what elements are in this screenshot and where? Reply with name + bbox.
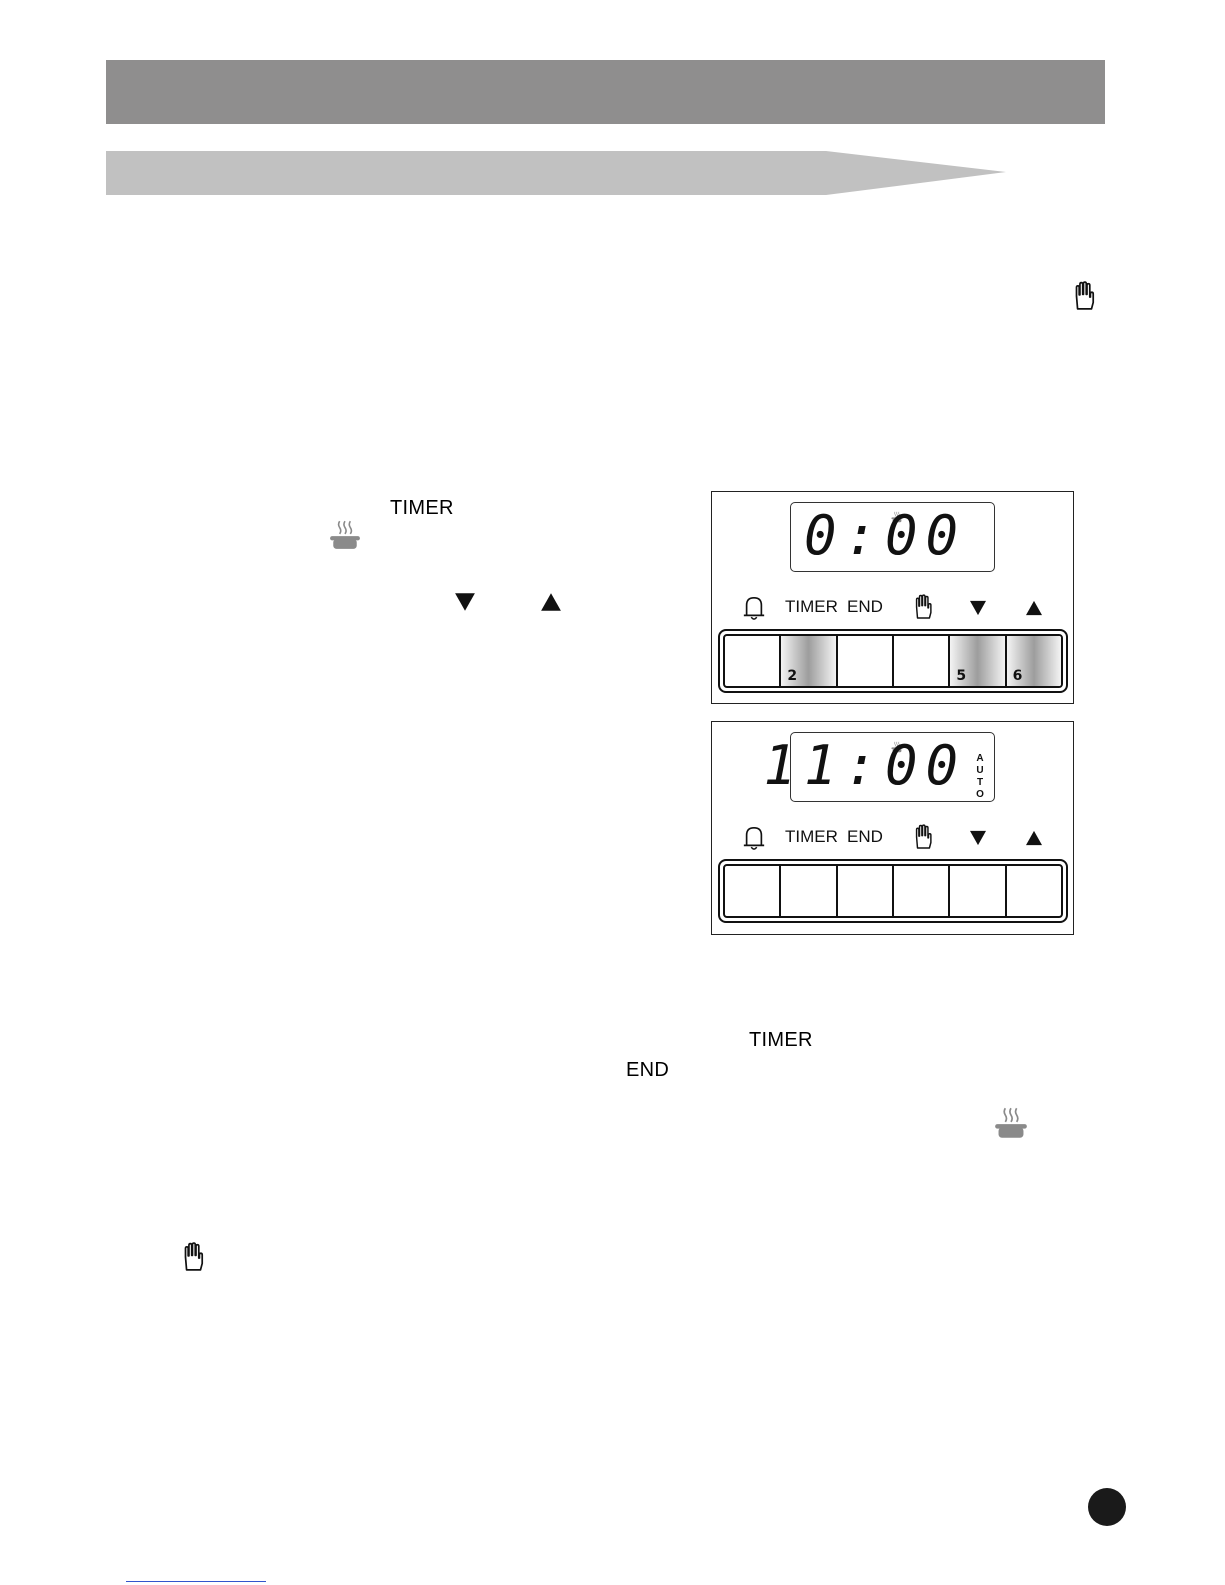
- hand-icon: [912, 594, 934, 620]
- key-number: 6: [1012, 668, 1023, 684]
- key-number: 2: [787, 668, 798, 684]
- inline-timer-label: TIMER: [749, 1029, 813, 1051]
- end-button[interactable]: [838, 866, 894, 916]
- up-arrow-icon: [540, 592, 562, 612]
- page-number-dot: [1088, 1488, 1126, 1526]
- inline-timer-label: TIMER: [390, 497, 454, 519]
- up-button[interactable]: [1007, 866, 1061, 916]
- button-labels: [712, 822, 1075, 852]
- end-button[interactable]: [838, 636, 894, 686]
- manual-button[interactable]: [894, 866, 950, 916]
- lcd-time: 0:00: [803, 504, 966, 567]
- timer-button[interactable]: [781, 636, 837, 686]
- control-panel-2: [711, 721, 1074, 935]
- up-button[interactable]: [1007, 636, 1061, 686]
- lcd-time: 11:00: [763, 734, 966, 797]
- inline-end-label: END: [626, 1059, 670, 1081]
- section-bar: [106, 151, 1006, 195]
- down-arrow-icon: [969, 830, 987, 846]
- bell-icon: [742, 594, 766, 622]
- down-button[interactable]: [950, 636, 1006, 686]
- lcd-display: [790, 502, 995, 572]
- down-button[interactable]: [950, 866, 1006, 916]
- bell-icon: [742, 824, 766, 852]
- timer-label: TIMER: [785, 597, 838, 616]
- bell-button[interactable]: [725, 636, 781, 686]
- button-strip: [718, 859, 1068, 923]
- end-label: END: [847, 597, 883, 616]
- timer-button[interactable]: [781, 866, 837, 916]
- hand-icon: [1071, 281, 1097, 311]
- timer-label: TIMER: [785, 827, 838, 846]
- button-labels: [712, 592, 1075, 622]
- down-arrow-icon: [454, 592, 476, 612]
- pot-icon: [329, 519, 361, 551]
- end-label: END: [847, 827, 883, 846]
- hand-icon: [180, 1242, 206, 1272]
- header-bar: [106, 60, 1105, 124]
- bell-button[interactable]: [725, 866, 781, 916]
- control-panel-1: [711, 491, 1074, 704]
- lcd-display: [763, 732, 995, 802]
- hand-icon: [912, 824, 934, 850]
- down-arrow-icon: [969, 600, 987, 616]
- key-number: 5: [956, 668, 967, 684]
- pot-icon: [994, 1106, 1028, 1140]
- manual-button[interactable]: [894, 636, 950, 686]
- up-arrow-icon: [1025, 830, 1043, 846]
- button-strip: [718, 629, 1068, 693]
- auto-indicator: AUTO: [976, 753, 984, 800]
- up-arrow-icon: [1025, 600, 1043, 616]
- footer-rule: [126, 1581, 266, 1582]
